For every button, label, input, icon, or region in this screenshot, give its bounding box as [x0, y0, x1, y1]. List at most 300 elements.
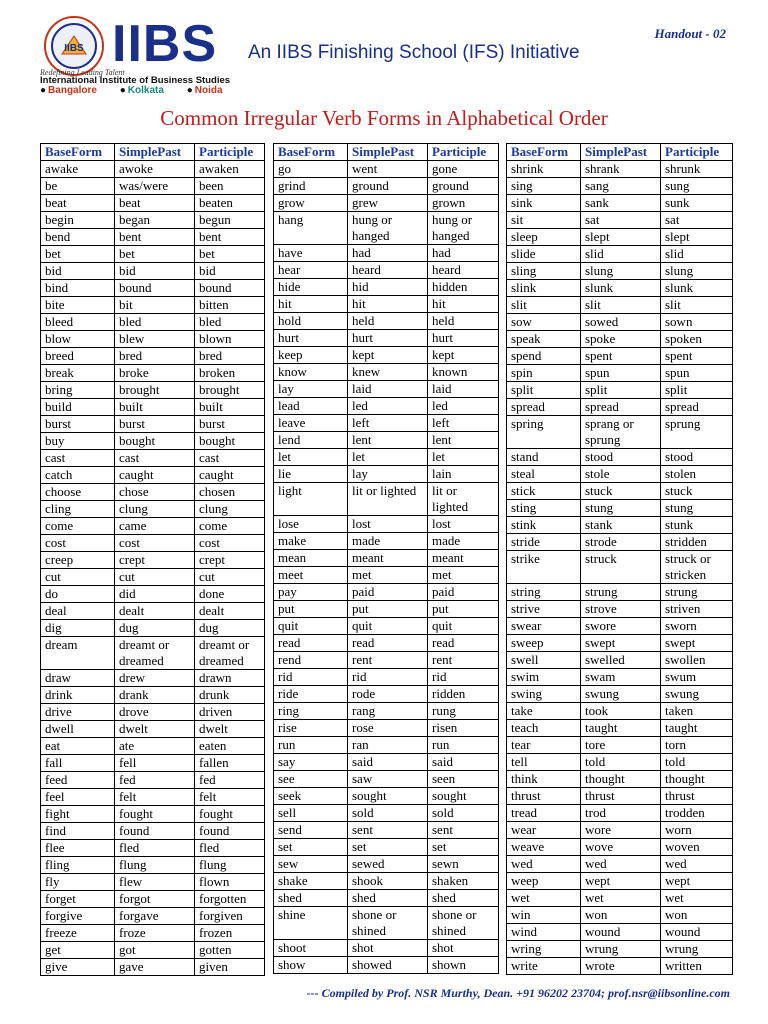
cell-participle: cut [195, 569, 265, 586]
table-row [41, 721, 265, 738]
cell-participle: said [428, 754, 499, 771]
table-row [507, 856, 733, 873]
initiative-text: An IIBS Finishing School (IFS) Initiative [248, 42, 580, 63]
cell-simplepast: quit [348, 618, 428, 635]
cell-participle: heard [428, 262, 499, 279]
cell-participle: left [428, 415, 499, 432]
table-row [274, 466, 499, 483]
cell-participle: beaten [195, 195, 265, 212]
table-row [274, 415, 499, 432]
table-row [274, 347, 499, 364]
cell-simplepast: ground [348, 178, 428, 195]
cell-participle: swollen [661, 652, 733, 669]
cell-baseform: eat [41, 738, 115, 755]
cell-simplepast: sewed [348, 856, 428, 873]
cell-simplepast: cut [115, 569, 195, 586]
cell-participle: rent [428, 652, 499, 669]
cell-participle: meant [428, 550, 499, 567]
table-row [41, 806, 265, 823]
table-row [507, 263, 733, 280]
cell-simplepast: wrung [581, 941, 661, 958]
cell-participle: sown [661, 314, 733, 331]
table-row [274, 907, 499, 940]
cell-participle: shone or shined [428, 907, 499, 940]
table-row [41, 620, 265, 637]
cell-baseform: cut [41, 569, 115, 586]
city-bangalore: ● Bangalore [40, 85, 97, 96]
cell-baseform: see [274, 771, 348, 788]
cell-participle: rid [428, 669, 499, 686]
cell-simplepast: flew [115, 874, 195, 891]
cell-baseform: have [274, 245, 348, 262]
cell-simplepast: ate [115, 738, 195, 755]
table-row [274, 432, 499, 449]
table-row [274, 856, 499, 873]
header-baseform: BaseForm [507, 144, 581, 161]
table-row [41, 229, 265, 246]
cell-simplepast: bit [115, 297, 195, 314]
cell-participle: fallen [195, 755, 265, 772]
cell-participle: slit [661, 297, 733, 314]
table-row [41, 738, 265, 755]
table-row [274, 754, 499, 771]
cell-baseform: beat [41, 195, 115, 212]
cell-baseform: sink [507, 195, 581, 212]
seal-text: IIBS [64, 43, 84, 54]
header-simplepast: SimplePast [581, 144, 661, 161]
cell-simplepast: grew [348, 195, 428, 212]
table-row [274, 516, 499, 533]
table-row [507, 601, 733, 618]
cell-participle: taught [661, 720, 733, 737]
cell-participle: begun [195, 212, 265, 229]
cell-participle: slept [661, 229, 733, 246]
table-row [507, 161, 733, 178]
cell-simplepast: wed [581, 856, 661, 873]
iibs-logo-text: IIBS [112, 15, 218, 73]
cell-simplepast: held [348, 313, 428, 330]
cell-participle: drawn [195, 670, 265, 687]
cell-simplepast: beat [115, 195, 195, 212]
cell-baseform: fling [41, 857, 115, 874]
table-row [41, 704, 265, 721]
table-row [507, 584, 733, 601]
cell-baseform: teach [507, 720, 581, 737]
cell-participle: made [428, 533, 499, 550]
cell-baseform: rise [274, 720, 348, 737]
cell-simplepast: heard [348, 262, 428, 279]
cell-baseform: cling [41, 501, 115, 518]
cell-simplepast: shone or shined [348, 907, 428, 940]
cell-simplepast: was/were [115, 178, 195, 195]
cell-participle: bound [195, 280, 265, 297]
cell-simplepast: flung [115, 857, 195, 874]
cell-participle: worn [661, 822, 733, 839]
cell-baseform: strike [507, 551, 581, 584]
cell-simplepast: felt [115, 789, 195, 806]
city-label: Noida [194, 85, 223, 96]
cell-baseform: freeze [41, 925, 115, 942]
cell-participle: read [428, 635, 499, 652]
cell-simplepast: slept [581, 229, 661, 246]
cell-simplepast: knew [348, 364, 428, 381]
cell-simplepast: read [348, 635, 428, 652]
table-row [274, 262, 499, 279]
cell-baseform: choose [41, 484, 115, 501]
cell-participle: shed [428, 890, 499, 907]
cell-participle: split [661, 382, 733, 399]
cell-baseform: shake [274, 873, 348, 890]
cell-baseform: swim [507, 669, 581, 686]
table-row [274, 398, 499, 415]
table-row [274, 805, 499, 822]
table-row [41, 959, 265, 976]
cell-participle: shot [428, 940, 499, 957]
cell-participle: been [195, 178, 265, 195]
cell-baseform: say [274, 754, 348, 771]
cell-participle: torn [661, 737, 733, 754]
cell-simplepast: forgot [115, 891, 195, 908]
cell-baseform: stick [507, 483, 581, 500]
cell-baseform: feed [41, 772, 115, 789]
table-row [507, 551, 733, 584]
cell-participle: ground [428, 178, 499, 195]
tagline: Redefining Leading Talent [40, 68, 125, 77]
table-row [507, 229, 733, 246]
cell-baseform: know [274, 364, 348, 381]
table-row [507, 348, 733, 365]
cell-participle: awaken [195, 161, 265, 178]
cell-simplepast: dwelt [115, 721, 195, 738]
table-row [274, 533, 499, 550]
table-row [507, 449, 733, 466]
cell-participle: forgiven [195, 908, 265, 925]
cell-participle: burst [195, 416, 265, 433]
table-row [41, 297, 265, 314]
cell-participle: fled [195, 840, 265, 857]
cell-simplepast: bound [115, 280, 195, 297]
cell-baseform: shine [274, 907, 348, 940]
cell-baseform: draw [41, 670, 115, 687]
cell-baseform: slit [507, 297, 581, 314]
cell-baseform: spread [507, 399, 581, 416]
cell-simplepast: broke [115, 365, 195, 382]
cell-baseform: stride [507, 534, 581, 551]
cell-participle: hidden [428, 279, 499, 296]
cell-baseform: catch [41, 467, 115, 484]
cell-baseform: be [41, 178, 115, 195]
table-row [507, 635, 733, 652]
cell-simplepast: swept [581, 635, 661, 652]
cell-simplepast: hurt [348, 330, 428, 347]
cell-baseform: bet [41, 246, 115, 263]
cell-participle: swept [661, 635, 733, 652]
cell-simplepast: slunk [581, 280, 661, 297]
cell-baseform: spring [507, 416, 581, 449]
cell-simplepast: caught [115, 467, 195, 484]
cell-simplepast: fled [115, 840, 195, 857]
cell-participle: trodden [661, 805, 733, 822]
cell-participle: dug [195, 620, 265, 637]
cell-baseform: take [507, 703, 581, 720]
cell-simplepast: spent [581, 348, 661, 365]
cell-baseform: sling [507, 263, 581, 280]
cell-simplepast: froze [115, 925, 195, 942]
cell-simplepast: let [348, 449, 428, 466]
city-list [40, 85, 243, 96]
cell-baseform: burst [41, 416, 115, 433]
cell-participle: found [195, 823, 265, 840]
cell-baseform: leave [274, 415, 348, 432]
table-row [507, 822, 733, 839]
cell-participle: drunk [195, 687, 265, 704]
cell-baseform: build [41, 399, 115, 416]
cell-simplepast: swore [581, 618, 661, 635]
cell-participle: crept [195, 552, 265, 569]
cell-participle: bred [195, 348, 265, 365]
city-label: Kolkata [127, 85, 164, 96]
cell-participle: rung [428, 703, 499, 720]
table-row [507, 703, 733, 720]
cell-simplepast: bet [115, 246, 195, 263]
table-row [507, 416, 733, 449]
cell-baseform: put [274, 601, 348, 618]
cell-baseform: tear [507, 737, 581, 754]
table-row [41, 908, 265, 925]
cell-participle: taken [661, 703, 733, 720]
cell-simplepast: swam [581, 669, 661, 686]
city-label: Bangalore [48, 85, 97, 96]
cell-baseform: fly [41, 874, 115, 891]
table-row [507, 534, 733, 551]
table-row [274, 940, 499, 957]
table-header-row [41, 144, 265, 161]
cell-participle: sunk [661, 195, 733, 212]
cell-participle: written [661, 958, 733, 975]
cell-baseform: thrust [507, 788, 581, 805]
table-row [507, 331, 733, 348]
cell-participle: lent [428, 432, 499, 449]
table-row [41, 382, 265, 399]
cell-simplepast: laid [348, 381, 428, 398]
cell-baseform: cost [41, 535, 115, 552]
cell-participle: bitten [195, 297, 265, 314]
cell-participle: eaten [195, 738, 265, 755]
cell-baseform: seek [274, 788, 348, 805]
cell-participle: paid [428, 584, 499, 601]
table-row [507, 771, 733, 788]
cell-baseform: weave [507, 839, 581, 856]
cell-baseform: speak [507, 331, 581, 348]
table-row [41, 416, 265, 433]
cell-simplepast: wet [581, 890, 661, 907]
cell-participle: stung [661, 500, 733, 517]
cell-participle: chosen [195, 484, 265, 501]
cell-simplepast: made [348, 533, 428, 550]
cell-baseform: swell [507, 652, 581, 669]
cell-baseform: ride [274, 686, 348, 703]
cell-baseform: lay [274, 381, 348, 398]
cell-simplepast: fell [115, 755, 195, 772]
table-row [274, 788, 499, 805]
cell-simplepast: wound [581, 924, 661, 941]
table-row [274, 957, 499, 974]
cell-simplepast: slit [581, 297, 661, 314]
table-row [41, 178, 265, 195]
cell-participle: sung [661, 178, 733, 195]
cell-participle: seen [428, 771, 499, 788]
cell-simplepast: strove [581, 601, 661, 618]
table-row [507, 805, 733, 822]
table-row [41, 212, 265, 229]
table-row [274, 279, 499, 296]
table-row [507, 839, 733, 856]
cell-simplepast: crept [115, 552, 195, 569]
cell-baseform: hurt [274, 330, 348, 347]
cell-baseform: forgive [41, 908, 115, 925]
table-row [274, 178, 499, 195]
cell-simplepast: hit [348, 296, 428, 313]
cell-baseform: sow [507, 314, 581, 331]
cell-baseform: give [41, 959, 115, 976]
cell-participle: driven [195, 704, 265, 721]
cell-simplepast: sat [581, 212, 661, 229]
cell-baseform: write [507, 958, 581, 975]
cell-simplepast: sprang or sprung [581, 416, 661, 449]
table-row [507, 924, 733, 941]
table-row [507, 941, 733, 958]
cell-participle: stood [661, 449, 733, 466]
table-row [507, 517, 733, 534]
cell-participle: dealt [195, 603, 265, 620]
cell-participle: laid [428, 381, 499, 398]
cell-participle: shaken [428, 873, 499, 890]
cell-baseform: go [274, 161, 348, 178]
verb-table-2 [273, 143, 499, 974]
cell-baseform: mean [274, 550, 348, 567]
cell-baseform: grow [274, 195, 348, 212]
cell-participle: striven [661, 601, 733, 618]
cell-simplepast: lost [348, 516, 428, 533]
cell-simplepast: got [115, 942, 195, 959]
cell-baseform: rend [274, 652, 348, 669]
cell-baseform: find [41, 823, 115, 840]
cell-participle: dwelt [195, 721, 265, 738]
table-row [274, 330, 499, 347]
cell-baseform: set [274, 839, 348, 856]
table-row [41, 467, 265, 484]
cell-participle: run [428, 737, 499, 754]
table-row [274, 890, 499, 907]
cell-participle: set [428, 839, 499, 856]
table-row [507, 652, 733, 669]
cell-participle: told [661, 754, 733, 771]
cell-participle: slid [661, 246, 733, 263]
table-row [274, 212, 499, 245]
cell-baseform: send [274, 822, 348, 839]
cell-simplepast: went [348, 161, 428, 178]
cell-simplepast: met [348, 567, 428, 584]
cell-participle: stridden [661, 534, 733, 551]
cell-participle: blown [195, 331, 265, 348]
cell-simplepast: burst [115, 416, 195, 433]
cell-simplepast: rang [348, 703, 428, 720]
cell-baseform: hold [274, 313, 348, 330]
table-row [274, 161, 499, 178]
cell-baseform: pay [274, 584, 348, 601]
cell-simplepast: thrust [581, 788, 661, 805]
cell-baseform: hit [274, 296, 348, 313]
cell-participle: lain [428, 466, 499, 483]
cell-participle: clung [195, 501, 265, 518]
table-row [274, 822, 499, 839]
cell-simplepast: slung [581, 263, 661, 280]
table-row [274, 195, 499, 212]
cell-participle: risen [428, 720, 499, 737]
table-row [41, 840, 265, 857]
table-header-row [274, 144, 499, 161]
table-row [507, 212, 733, 229]
page-title: Common Irregular Verb Forms in Alphabetical Order [160, 106, 608, 130]
cell-participle: woven [661, 839, 733, 856]
table-row [41, 772, 265, 789]
table-row [507, 500, 733, 517]
header-simplepast: SimplePast [348, 144, 428, 161]
cell-simplepast: sent [348, 822, 428, 839]
table-row [507, 618, 733, 635]
table-row [507, 720, 733, 737]
cell-baseform: swear [507, 618, 581, 635]
cell-simplepast: bent [115, 229, 195, 246]
cell-baseform: blow [41, 331, 115, 348]
header-simplepast: SimplePast [115, 144, 195, 161]
cell-participle: wrung [661, 941, 733, 958]
cell-participle: put [428, 601, 499, 618]
cell-baseform: slink [507, 280, 581, 297]
table-row [274, 584, 499, 601]
city-noida: ● Noida [186, 85, 223, 96]
cell-baseform: do [41, 586, 115, 603]
cell-simplepast: strode [581, 534, 661, 551]
cell-participle: caught [195, 467, 265, 484]
cell-participle: sprung [661, 416, 733, 449]
cell-participle: hung or hanged [428, 212, 499, 245]
cell-simplepast: said [348, 754, 428, 771]
cell-simplepast: dreamt or dreamed [115, 637, 195, 670]
cell-simplepast: shot [348, 940, 428, 957]
cell-simplepast: dug [115, 620, 195, 637]
cell-baseform: cast [41, 450, 115, 467]
cell-participle: led [428, 398, 499, 415]
cell-simplepast: did [115, 586, 195, 603]
cell-participle: sat [661, 212, 733, 229]
cell-simplepast: began [115, 212, 195, 229]
cell-baseform: drive [41, 704, 115, 721]
table-row [274, 567, 499, 584]
table-row [274, 381, 499, 398]
cell-simplepast: bought [115, 433, 195, 450]
cell-participle: sent [428, 822, 499, 839]
cell-baseform: buy [41, 433, 115, 450]
cell-participle: thought [661, 771, 733, 788]
table-row [274, 771, 499, 788]
cell-baseform: bend [41, 229, 115, 246]
cell-simplepast: saw [348, 771, 428, 788]
cell-simplepast: led [348, 398, 428, 415]
cell-baseform: sting [507, 500, 581, 517]
cell-participle: fought [195, 806, 265, 823]
city-kolkata: ● Kolkata [119, 85, 164, 96]
